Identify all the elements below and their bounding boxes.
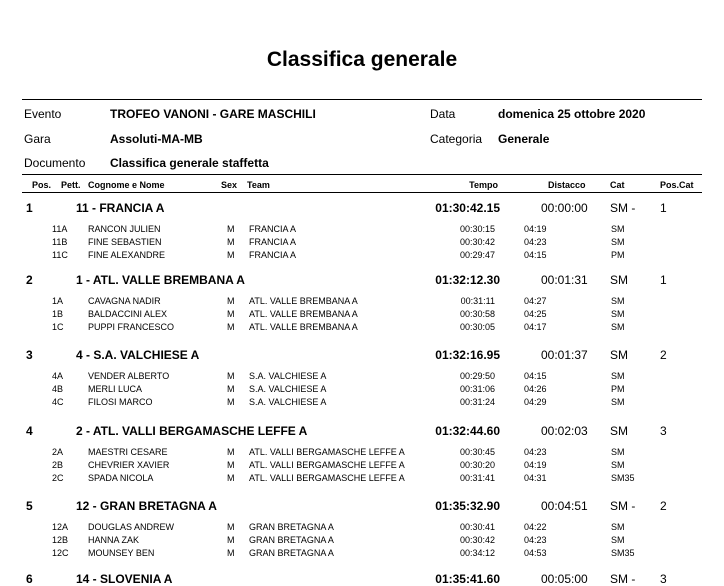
team-distacco: 00:04:51 <box>541 499 588 513</box>
team-cat: SM - <box>610 201 636 215</box>
athlete-cat: PM <box>611 384 625 394</box>
team-pos: 3 <box>26 348 33 362</box>
page-title: Classifica generale <box>266 48 458 71</box>
athlete-sex: M <box>227 384 235 394</box>
athlete-team: ATL. VALLE BREMBANA A <box>249 322 358 332</box>
team-tempo: 01:32:44.60 <box>435 424 500 438</box>
athlete-distacco: 04:23 <box>524 447 547 457</box>
athlete-sex: M <box>227 397 235 407</box>
athlete-pett: 1B <box>52 309 64 319</box>
team-distacco: 00:01:31 <box>541 273 588 287</box>
col-nome: Cognome e Nome <box>88 180 165 190</box>
gara-value: Assoluti-MA-MB <box>110 132 203 146</box>
athlete-tempo: 00:31:41 <box>459 473 495 483</box>
team-distacco: 00:05:00 <box>541 572 588 586</box>
athlete-distacco: 04:17 <box>524 322 547 332</box>
athlete-tempo: 00:30:15 <box>459 224 495 234</box>
athlete-distacco: 04:29 <box>524 397 547 407</box>
athlete-distacco: 04:23 <box>524 237 547 247</box>
team-cat: SM - <box>610 572 636 586</box>
athlete-tempo: 00:30:42 <box>459 535 495 545</box>
athlete-cat: SM35 <box>611 473 635 483</box>
athlete-name: FINE ALEXANDRE <box>88 250 166 260</box>
team-poscat: 3 <box>660 424 667 438</box>
athlete-tempo: 00:30:20 <box>459 460 495 470</box>
athlete-cat: SM35 <box>611 548 635 558</box>
athlete-pett: 2A <box>52 447 64 457</box>
col-cat: Cat <box>610 180 625 190</box>
athlete-name: FINE SEBASTIEN <box>88 237 162 247</box>
team-distacco: 00:01:37 <box>541 348 588 362</box>
categoria-label: Categoria <box>430 132 483 146</box>
team-poscat: 1 <box>660 201 667 215</box>
athlete-name: MAESTRI CESARE <box>88 447 168 457</box>
athlete-distacco: 04:22 <box>524 522 547 532</box>
athlete-sex: M <box>227 460 235 470</box>
team-name: 14 - SLOVENIA A <box>76 572 173 586</box>
athlete-name: DOUGLAS ANDREW <box>88 522 175 532</box>
athlete-pett: 11B <box>52 237 68 247</box>
athlete-distacco: 04:53 <box>524 548 547 558</box>
team-poscat: 1 <box>660 273 667 287</box>
team-tempo: 01:35:41.60 <box>435 572 500 586</box>
athlete-tempo: 00:34:12 <box>459 548 495 558</box>
col-sex: Sex <box>221 180 238 190</box>
team-name: 4 - S.A. VALCHIESE A <box>76 348 200 362</box>
athlete-team: FRANCIA A <box>249 224 297 234</box>
athlete-distacco: 04:25 <box>524 309 547 319</box>
athlete-pett: 11A <box>52 224 68 234</box>
team-tempo: 01:35:32.90 <box>435 499 500 513</box>
team-distacco: 00:02:03 <box>541 424 588 438</box>
athlete-cat: SM <box>611 447 625 457</box>
athlete-pett: 4A <box>52 371 64 381</box>
columns-rule <box>22 192 702 193</box>
athlete-pett: 4C <box>52 397 64 407</box>
athlete-team: S.A. VALCHIESE A <box>249 397 327 407</box>
col-team: Team <box>247 180 270 190</box>
athlete-team: FRANCIA A <box>249 250 297 260</box>
athlete-tempo: 00:31:24 <box>459 397 495 407</box>
athlete-name: PUPPI FRANCESCO <box>88 322 175 332</box>
athlete-sex: M <box>227 522 235 532</box>
athlete-name: VENDER ALBERTO <box>88 371 170 381</box>
team-cat: SM - <box>610 499 636 513</box>
athlete-cat: SM <box>611 237 625 247</box>
athlete-cat: SM <box>611 296 625 306</box>
athlete-cat: SM <box>611 397 625 407</box>
athlete-pett: 2B <box>52 460 64 470</box>
athlete-tempo: 00:30:05 <box>459 322 495 332</box>
athlete-name: CHEVRIER XAVIER <box>88 460 170 470</box>
athlete-tempo: 00:31:11 <box>460 296 495 306</box>
team-cat: SM <box>610 348 628 362</box>
athlete-sex: M <box>227 371 235 381</box>
athlete-sex: M <box>227 250 235 260</box>
athlete-cat: SM <box>611 535 625 545</box>
athlete-tempo: 00:29:50 <box>459 371 495 381</box>
athlete-sex: M <box>227 322 235 332</box>
data-label: Data <box>430 107 456 121</box>
athlete-team: S.A. VALCHIESE A <box>249 371 327 381</box>
documento-value: Classifica generale staffetta <box>110 156 269 170</box>
col-pos: Pos. <box>32 180 52 190</box>
team-distacco: 00:00:00 <box>541 201 588 215</box>
athlete-distacco: 04:15 <box>524 250 547 260</box>
col-distacco: Distacco <box>548 180 586 190</box>
athlete-name: RANCON JULIEN <box>88 224 161 234</box>
athlete-sex: M <box>227 237 235 247</box>
athlete-tempo: 00:30:42 <box>459 237 495 247</box>
athlete-name: SPADA NICOLA <box>88 473 154 483</box>
athlete-distacco: 04:31 <box>524 473 547 483</box>
athlete-cat: SM <box>611 522 625 532</box>
athlete-team: ATL. VALLI BERGAMASCHE LEFFE A <box>249 447 405 457</box>
team-pos: 6 <box>26 572 33 586</box>
athlete-team: FRANCIA A <box>249 237 297 247</box>
col-pett: Pett. <box>61 180 81 190</box>
athlete-pett: 12B <box>52 535 69 545</box>
athlete-sex: M <box>227 473 235 483</box>
athlete-cat: SM <box>611 371 625 381</box>
athlete-tempo: 00:30:41 <box>459 522 495 532</box>
athlete-pett: 12C <box>52 548 69 558</box>
team-pos: 1 <box>26 201 33 215</box>
athlete-sex: M <box>227 224 235 234</box>
athlete-team: ATL. VALLE BREMBANA A <box>249 296 358 306</box>
athlete-team: ATL. VALLI BERGAMASCHE LEFFE A <box>249 473 405 483</box>
team-name: 2 - ATL. VALLI BERGAMASCHE LEFFE A <box>76 424 308 438</box>
team-name: 1 - ATL. VALLE BREMBANA A <box>76 273 245 287</box>
athlete-distacco: 04:19 <box>524 460 547 470</box>
team-tempo: 01:32:12.30 <box>435 273 500 287</box>
athlete-cat: PM <box>611 250 625 260</box>
athlete-name: HANNA ZAK <box>88 535 140 545</box>
team-name: 11 - FRANCIA A <box>76 201 165 215</box>
athlete-name: FILOSI MARCO <box>88 397 153 407</box>
athlete-sex: M <box>227 548 235 558</box>
team-pos: 2 <box>26 273 33 287</box>
athlete-pett: 12A <box>52 522 69 532</box>
athlete-name: MERLI LUCA <box>88 384 143 394</box>
athlete-distacco: 04:15 <box>524 371 547 381</box>
team-poscat: 2 <box>660 348 667 362</box>
col-poscat: Pos.Cat <box>660 180 694 190</box>
team-cat: SM <box>610 424 628 438</box>
header-mid-rule <box>22 174 702 175</box>
athlete-cat: SM <box>611 224 625 234</box>
athlete-name: CAVAGNA NADIR <box>88 296 161 306</box>
evento-label: Evento <box>24 107 62 121</box>
athlete-team: S.A. VALCHIESE A <box>249 384 327 394</box>
athlete-team: GRAN BRETAGNA A <box>249 522 334 532</box>
athlete-sex: M <box>227 535 235 545</box>
team-name: 12 - GRAN BRETAGNA A <box>76 499 217 513</box>
athlete-pett: 1C <box>52 322 64 332</box>
athlete-distacco: 04:23 <box>524 535 547 545</box>
athlete-cat: SM <box>611 460 625 470</box>
athlete-cat: SM <box>611 309 625 319</box>
athlete-team: ATL. VALLI BERGAMASCHE LEFFE A <box>249 460 405 470</box>
athlete-distacco: 04:19 <box>524 224 547 234</box>
team-cat: SM <box>610 273 628 287</box>
athlete-team: ATL. VALLE BREMBANA A <box>249 309 358 319</box>
athlete-tempo: 00:30:58 <box>459 309 495 319</box>
athlete-pett: 11C <box>52 250 68 260</box>
athlete-name: MOUNSEY BEN <box>88 548 155 558</box>
athlete-tempo: 00:31:06 <box>459 384 495 394</box>
athlete-sex: M <box>227 296 235 306</box>
athlete-sex: M <box>227 309 235 319</box>
athlete-tempo: 00:30:45 <box>459 447 495 457</box>
gara-label: Gara <box>24 132 51 146</box>
header-top-rule <box>22 99 702 100</box>
athlete-distacco: 04:27 <box>524 296 547 306</box>
team-tempo: 01:32:16.95 <box>435 348 500 362</box>
athlete-cat: SM <box>611 322 625 332</box>
team-pos: 4 <box>26 424 33 438</box>
documento-label: Documento <box>24 156 86 170</box>
athlete-team: GRAN BRETAGNA A <box>249 535 334 545</box>
athlete-team: GRAN BRETAGNA A <box>249 548 334 558</box>
team-pos: 5 <box>26 499 33 513</box>
evento-value: TROFEO VANONI - GARE MASCHILI <box>110 107 316 121</box>
col-tempo: Tempo <box>469 180 498 190</box>
athlete-tempo: 00:29:47 <box>459 250 495 260</box>
team-poscat: 3 <box>660 572 667 586</box>
athlete-pett: 1A <box>52 296 64 306</box>
athlete-pett: 2C <box>52 473 64 483</box>
data-value: domenica 25 ottobre 2020 <box>498 107 646 121</box>
athlete-pett: 4B <box>52 384 64 394</box>
categoria-value: Generale <box>498 132 550 146</box>
athlete-name: BALDACCINI ALEX <box>88 309 168 319</box>
team-poscat: 2 <box>660 499 667 513</box>
athlete-sex: M <box>227 447 235 457</box>
team-tempo: 01:30:42.15 <box>435 201 500 215</box>
athlete-distacco: 04:26 <box>524 384 547 394</box>
